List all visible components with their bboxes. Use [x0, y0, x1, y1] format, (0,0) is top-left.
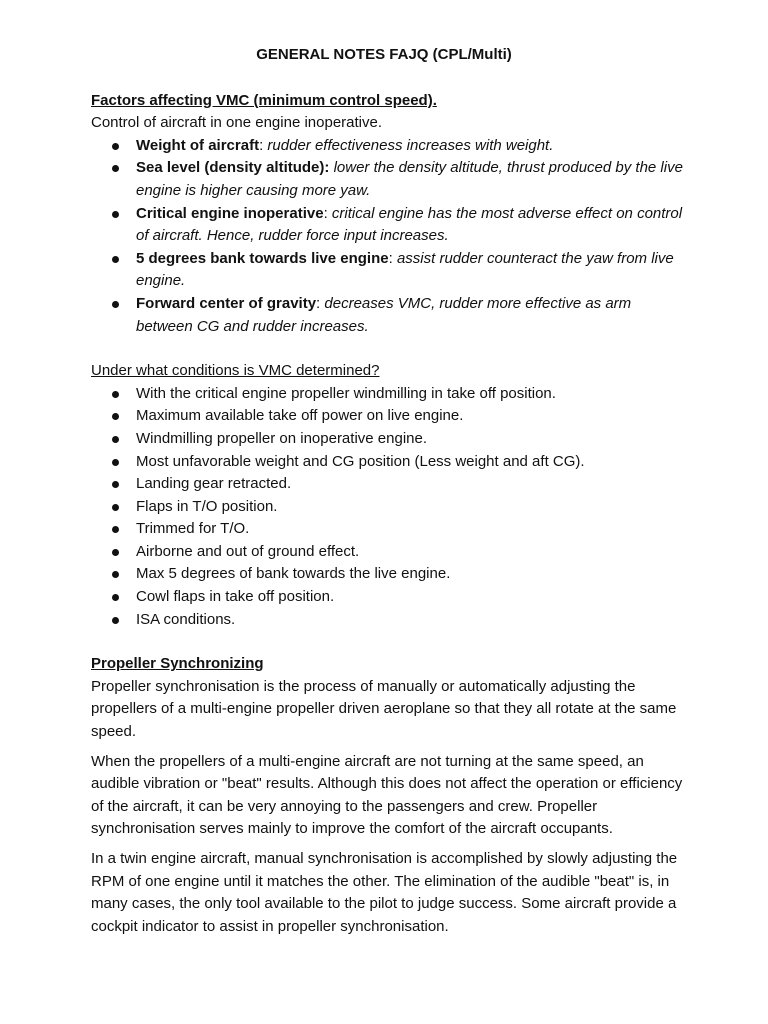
- document-page: [91, 44, 691, 938]
- item-label: Sea level (density altitude):: [136, 159, 330, 177]
- bullet-icon: [112, 571, 119, 578]
- bullet-icon: [112, 391, 119, 398]
- list-item: [91, 496, 691, 519]
- list-item: [91, 518, 691, 541]
- bullet-icon: [112, 526, 119, 533]
- list-item: [91, 609, 691, 632]
- item-text: Airborne and out of ground effect.: [136, 542, 360, 560]
- item-label: Critical engine inoperative: [136, 204, 324, 222]
- bullet-icon: [112, 549, 119, 556]
- item-label: Weight of aircraft: [136, 136, 260, 154]
- list-item: [91, 541, 691, 564]
- list-item: [91, 203, 691, 248]
- bullet-icon: [112, 481, 119, 488]
- item-separator: :: [323, 204, 332, 222]
- bullet-icon: [112, 617, 119, 624]
- section-propeller-sync: [91, 653, 691, 938]
- item-text: decreases VMC, rudder more effective as arm between CG and rudder increases.: [136, 294, 632, 335]
- item-text: With the critical engine propeller windmilling in take off position.: [136, 384, 556, 402]
- section-vmc-conditions: [91, 360, 691, 631]
- section-heading-vmc-conditions: Under what conditions is VMC determined?: [91, 362, 380, 380]
- item-separator: :: [259, 136, 268, 154]
- list-item: [91, 157, 691, 202]
- item-text: Cowl flaps in take off position.: [136, 588, 335, 606]
- paragraph: Propeller synchronisation is the process of manually or automatically adjusting the propellers of a multi-engine propeller driven aeroplane so that they all rotate at the same speed.: [91, 677, 677, 741]
- vmc-conditions-list: [91, 383, 691, 632]
- list-item: [91, 451, 691, 474]
- item-text: Maximum available take off power on live engine.: [136, 407, 464, 425]
- vmc-factors-list: [91, 135, 691, 338]
- item-text: Max 5 degrees of bank towards the live engine.: [136, 565, 451, 583]
- list-item: [91, 293, 691, 338]
- section-heading-propeller-sync: Propeller Synchronizing: [91, 655, 264, 673]
- list-item: [91, 473, 691, 496]
- document-title: GENERAL NOTES FAJQ (CPL/Multi): [256, 46, 512, 63]
- paragraph: In a twin engine aircraft, manual synchronisation is accomplished by slowly adjusting the RPM of one engine until it matches the other. The elimination of the audible "beat" is, in many cases, the only tool available to the pilot to judge success. Some aircraft provide a cockpit indicator to assist in propeller synchronisation.: [91, 850, 678, 935]
- bullet-icon: [112, 413, 119, 420]
- item-text: rudder effectiveness increases with weight.: [267, 136, 554, 154]
- item-separator: :: [388, 249, 397, 267]
- item-text: Windmilling propeller on inoperative engine.: [136, 429, 427, 447]
- list-item: [91, 586, 691, 609]
- item-label: Forward center of gravity: [136, 294, 317, 312]
- item-text: Flaps in T/O position.: [136, 497, 278, 515]
- item-text: assist rudder counteract the yaw from live engine.: [136, 249, 674, 290]
- bullet-icon: [112, 165, 119, 172]
- section-spacer: [91, 338, 691, 360]
- item-text: Landing gear retracted.: [136, 475, 292, 493]
- item-text: critical engine has the most adverse effect on control of aircraft. Hence, rudder force input increases.: [136, 204, 683, 245]
- list-item: [91, 135, 691, 158]
- list-item: [91, 383, 691, 406]
- bullet-icon: [112, 143, 119, 150]
- item-text: ISA conditions.: [136, 610, 236, 628]
- list-item: [91, 248, 691, 293]
- item-text: Most unfavorable weight and CG position (Less weight and aft CG).: [136, 452, 585, 470]
- bullet-icon: [112, 211, 119, 218]
- bullet-icon: [112, 459, 119, 466]
- bullet-icon: [112, 436, 119, 443]
- item-text: lower the density altitude, thrust produced by the live engine is higher causing more yaw.: [136, 159, 683, 199]
- bullet-icon: [112, 256, 119, 263]
- list-item: [91, 405, 691, 428]
- bullet-icon: [112, 594, 119, 601]
- item-text: Trimmed for T/O.: [136, 520, 250, 538]
- section-heading-vmc-factors: Factors affecting VMC (minimum control speed).: [91, 91, 437, 109]
- list-item: [91, 563, 691, 586]
- item-separator: :: [316, 294, 325, 312]
- item-label: 5 degrees bank towards live engine: [136, 249, 389, 267]
- section-vmc-factors: [91, 90, 691, 339]
- bullet-icon: [112, 301, 119, 308]
- section-intro: Control of aircraft in one engine inoperative.: [91, 114, 383, 132]
- section-spacer: [91, 631, 691, 653]
- list-item: [91, 428, 691, 451]
- bullet-icon: [112, 504, 119, 511]
- paragraph: When the propellers of a multi-engine aircraft are not turning at the same speed, an audible vibration or "beat" results. Although this does not affect the operation or efficiency of the aircraft, it can be very annoying to the passengers and crew. Propeller synchronisation serves mainly to improve the comfort of the aircraft occupants.: [91, 752, 683, 838]
